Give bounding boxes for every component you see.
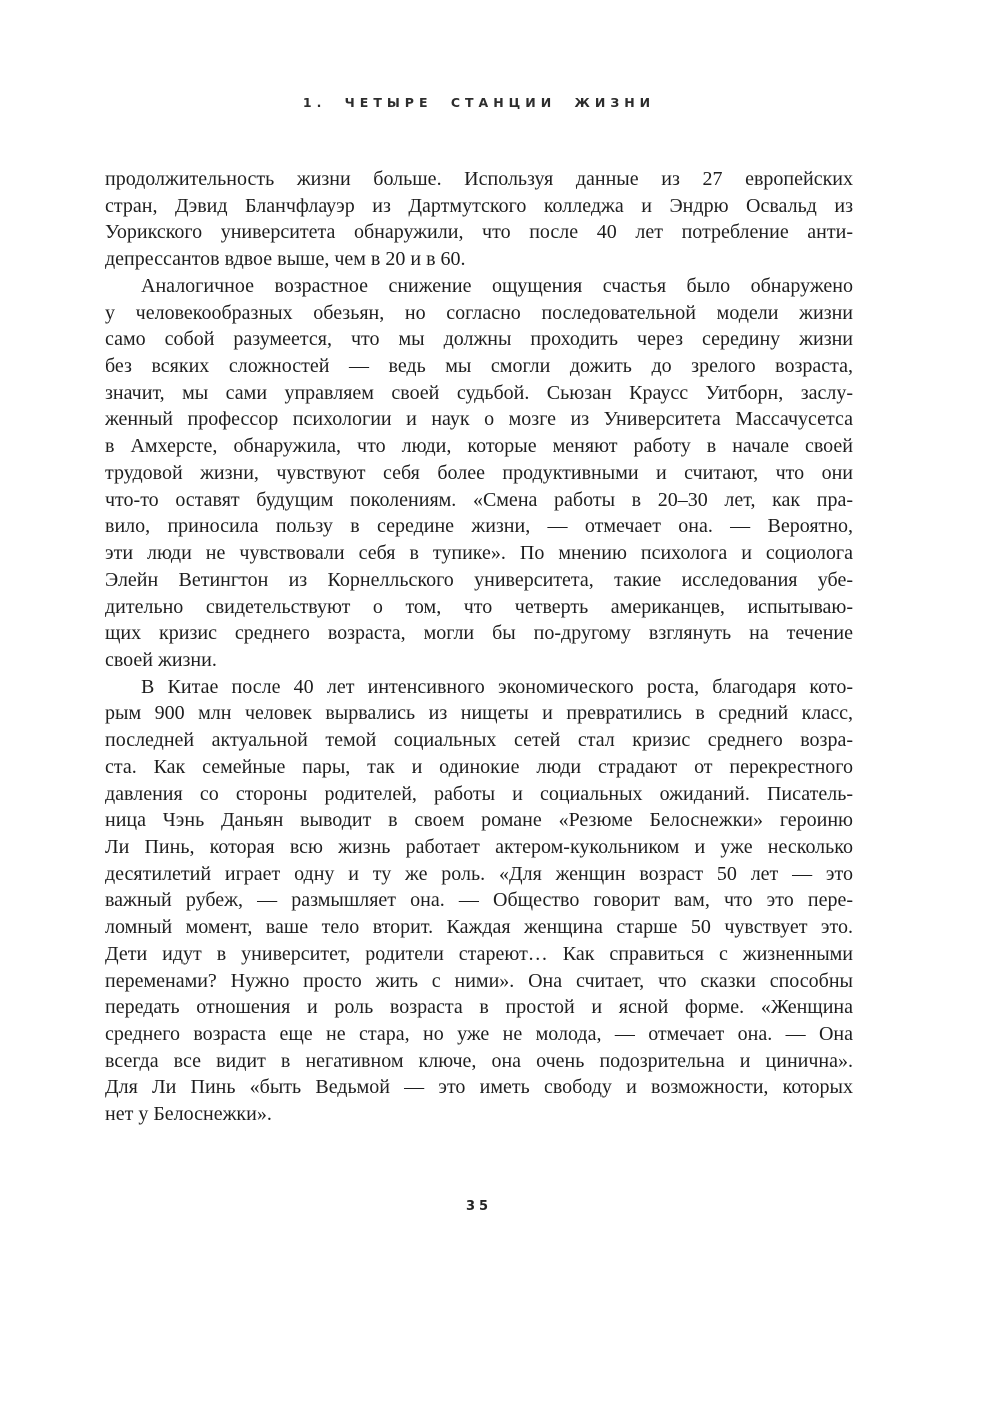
text-line: Аналогичное возрастное снижение ощущения счастья было обнаружено <box>141 274 853 297</box>
text-line: передать отношения и роль возраста в простой и ясной форме. «Женщина <box>105 996 853 1019</box>
paragraph <box>105 273 853 674</box>
text-line: у человекообразных обезьян, но согласно последовательной модели жизни <box>105 301 853 324</box>
text-line: стран, Дэвид Бланчфлауэр из Дартмутского колледжа и Эндрю Освальд из <box>105 194 853 217</box>
running-header: 1. ЧЕТЫРЕ СТАНЦИИ ЖИЗНИ <box>302 95 656 110</box>
text-line: давления со стороны родителей, работы и социальных ожиданий. Писатель- <box>105 782 853 805</box>
text-line: рым 900 млн человек вырвались из нищеты и превратились в средний класс, <box>105 702 853 725</box>
text-line: дительно свидетельствуют о том, что четверть американцев, испытываю- <box>105 595 853 618</box>
text-line: В Китае после 40 лет интенсивного экономического роста, благодаря кото- <box>141 675 853 698</box>
text-line: значит, мы сами управляем своей судьбой. Сьюзан Краусс Уитборн, заслу- <box>105 381 853 404</box>
page-body-text <box>105 166 853 1128</box>
text-line: среднего возраста еще не стара, но уже не молода, — отмечает она. — Она <box>105 1023 853 1045</box>
text-line: без всяких сложностей — ведь мы смогли дожить до зрелого возраста, <box>105 355 853 378</box>
text-line: десятилетий играет одну и ту же роль. «Для женщин возраст 50 лет — это <box>105 862 853 885</box>
text-line: трудовой жизни, чувствуют себя более продуктивными и считают, что они <box>105 461 853 484</box>
text-line: в Амхерсте, обнаружила, что люди, которые меняют работу в начале своей <box>105 435 853 458</box>
text-line: Ли Пинь, которая всю жизнь работает актером-кукольником и уже несколько <box>105 835 853 858</box>
text-line: продолжительность жизни больше. Используя данные из 27 европейских <box>105 168 853 190</box>
text-line: Уорикского университета обнаружили, что после 40 лет потребление анти- <box>105 221 853 244</box>
text-line: Дети идут в университет, родители стареют… Как справиться с жизненными <box>105 942 853 965</box>
text-line: Для Ли Пинь «быть Ведьмой — это иметь свободу и возможности, которых <box>105 1076 853 1099</box>
text-line: переменами? Нужно просто жить с ними». Она считает, что сказки способны <box>105 969 853 992</box>
text-line: важный рубеж, — размышляет она. — Общество говорит вам, что это пере- <box>105 889 853 912</box>
text-line: своей жизни. <box>105 648 217 671</box>
text-line: ница Чэнь Даньян выводит в своем романе «Резюме Белоснежки» героиню <box>105 809 853 832</box>
text-line: депрессантов вдвое выше, чем в 20 и в 60. <box>105 248 466 271</box>
text-line: Элейн Ветингтон из Корнелльского университета, такие исследования убе- <box>105 568 853 591</box>
text-line: нет у Белоснежки». <box>105 1103 272 1126</box>
text-line: вило, приносила пользу в середине жизни, — отмечает она. — Вероятно, <box>105 515 853 538</box>
text-line: эти люди не чувствовали себя в тупике». По мнению психолога и социолога <box>105 542 853 565</box>
text-line: последней актуальной темой социальных сетей стал кризис среднего возра- <box>105 729 853 752</box>
paragraph <box>105 674 853 1128</box>
text-line: щих кризис среднего возраста, могли бы по-другому взглянуть на течение <box>105 622 853 645</box>
text-line: всегда все видит в негативном ключе, она очень подозрительна и цинична». <box>105 1049 853 1072</box>
text-line: само собой разумеется, что мы должны проходить через середину жизни <box>105 328 853 351</box>
page-number: 35 <box>465 1199 493 1214</box>
text-line: ломный момент, ваше тело вторит. Каждая женщина старше 50 чувствует это. <box>105 916 853 939</box>
text-line: женный профессор психологии и наук о мозге из Университета Массачусетса <box>105 408 853 431</box>
text-line: что-то оставят будущим поколениям. «Смена работы в 20–30 лет, как пра- <box>105 488 853 511</box>
paragraph <box>105 166 853 273</box>
text-line: ста. Как семейные пары, так и одинокие люди страдают от перекрестного <box>105 755 853 778</box>
